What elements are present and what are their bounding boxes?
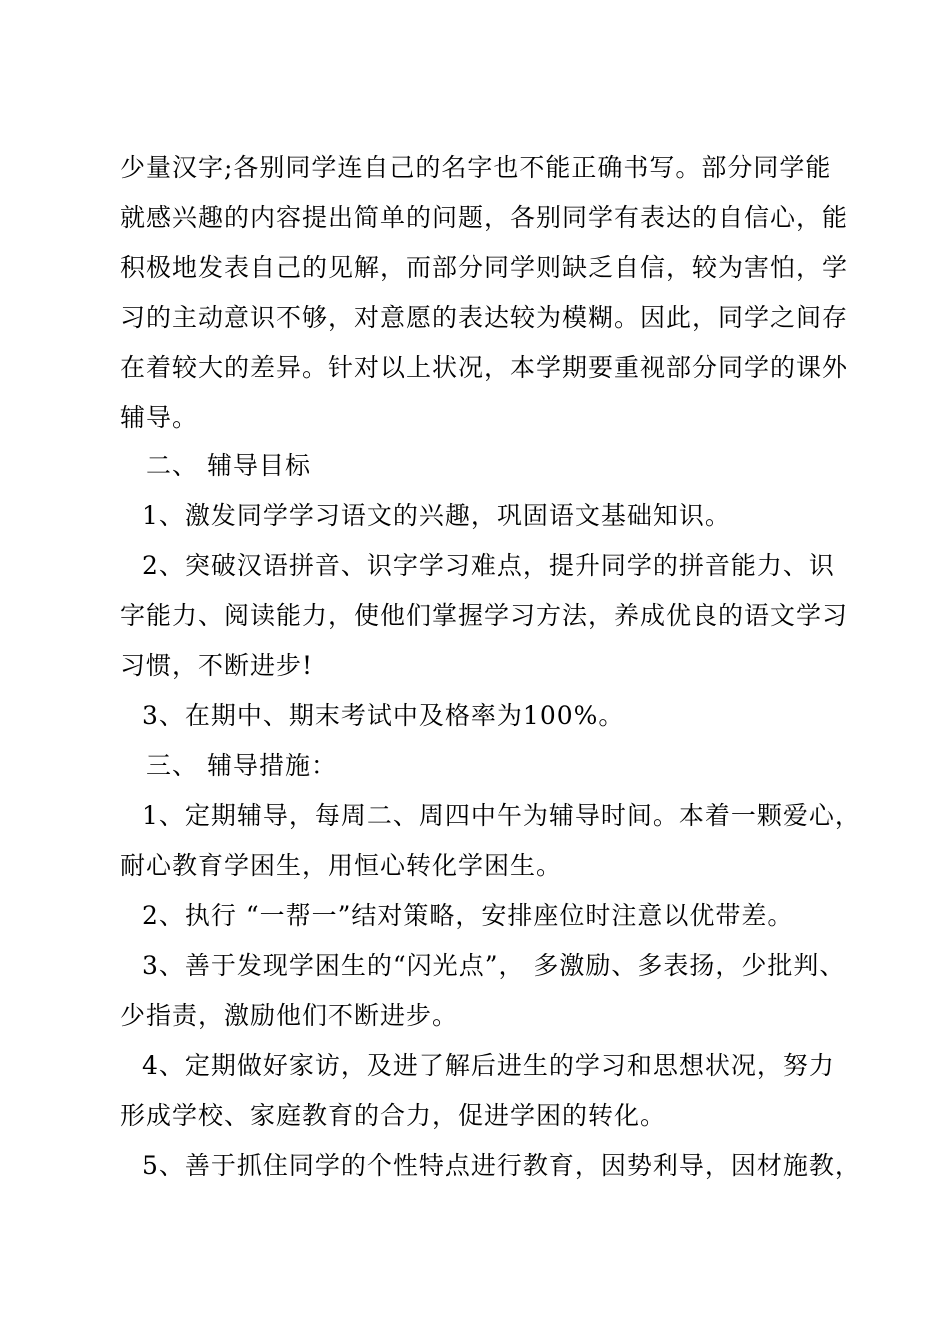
text-line: 耐心教育学困生，用恒心转化学困生。 [120,851,563,880]
list-item: 1、定期辅导，每周二、周四中午为辅导时间。本着一颗爱心， [142,801,861,830]
text-line: 少指责，激励他们不断进步。 [120,1001,459,1030]
text-line: 习的主动意识不够，对意愿的表达较为模糊。因此，同学之间存 [120,303,849,332]
text-line: 辅导。 [120,403,199,432]
text-line: 在着较大的差异。针对以上状况，本学期要重视部分同学的课外 [120,353,849,382]
list-item: 5、善于抓住同学的个性特点进行教育，因势利导，因材施教， [142,1151,861,1180]
text-line: 积极地发表自己的见解，而部分同学则缺乏自信，较为害怕，学 [120,253,849,282]
text-line: 少量汉字;各别同学连自己的名字也不能正确书写。部分同学能 [120,153,832,182]
list-item: 1、激发同学学习语文的兴趣，巩固语文基础知识。 [142,501,731,530]
section-heading: 三、 辅导措施： [146,751,337,780]
list-item: 2、执行 “一帮一”结对策略，安排座位时注意以优带差。 [142,901,794,930]
section-heading: 二、 辅导目标 [146,451,311,480]
text-line: 习惯，不断进步! [120,651,314,680]
list-item: 3、善于发现学困生的“闪光点”， 多激励、多表扬，少批判、 [142,951,846,980]
list-item: 3、在期中、期末考试中及格率为100%。 [142,701,625,730]
list-item: 2、突破汉语拼音、识字学习难点，提升同学的拼音能力、识 [142,551,835,580]
text-line: 形成学校、家庭教育的合力，促进学困的转化。 [120,1101,667,1130]
list-item: 4、定期做好家访，及进了解后进生的学习和思想状况，努力 [142,1051,835,1080]
text-line: 字能力、阅读能力，使他们掌握学习方法，养成优良的语文学习 [120,601,849,630]
text-line: 就感兴趣的内容提出简单的问题，各别同学有表达的自信心，能 [120,203,849,232]
